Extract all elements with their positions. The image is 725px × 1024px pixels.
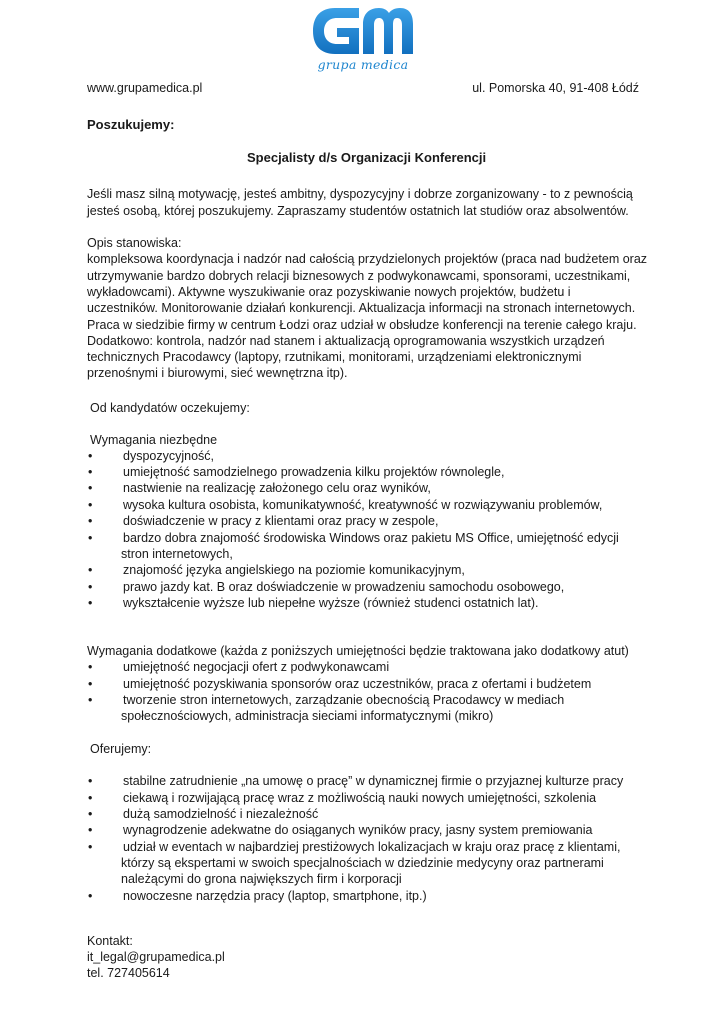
additional-item-continued: społecznościowych, administracja sieciami informatycznymi (mikro) bbox=[121, 709, 494, 723]
description-label: Opis stanowiska: bbox=[87, 236, 182, 250]
bullet-icon: • bbox=[88, 693, 93, 707]
required-item: umiejętność samodzielnego prowadzenia kilku projektów równolegle, bbox=[123, 465, 505, 479]
bullet-icon: • bbox=[88, 596, 93, 610]
bullet-icon: • bbox=[88, 660, 93, 674]
offer-item-continued: należącymi do grona największych firm i korporacji bbox=[121, 872, 402, 886]
bullet-icon: • bbox=[88, 889, 93, 903]
bullet-icon: • bbox=[88, 481, 93, 495]
bullet-icon: • bbox=[88, 498, 93, 512]
expectations-label: Od kandydatów oczekujemy: bbox=[90, 401, 250, 415]
required-item: nastwienie na realizację założonego celu oraz wyników, bbox=[123, 481, 431, 495]
bullet-icon: • bbox=[88, 563, 93, 577]
intro-line: Jeśli masz silną motywację, jesteś ambitny, dyspozycyjny i dobrze zorganizowany - to z pewnością bbox=[87, 187, 633, 201]
description-line: wykładowcami). Aktywne wyszukiwanie oraz pozyskiwanie nowych projektów, budżetu i bbox=[87, 285, 571, 299]
description-line: technicznych Pracodawcy (laptopy, rzutnikami, monitorami, urządzeniami elektronicznymi bbox=[87, 350, 582, 364]
description-line: Praca w siedzibie firmy w centrum Łodzi oraz udział w obsłudze konferencji na terenie całego kraju. bbox=[87, 318, 637, 332]
description-line: utrzymywanie bardzo dobrych relacji biznesowych z podwykonawcami, sponsorami, uczestnikami, bbox=[87, 269, 631, 283]
offer-item: wynagrodzenie adekwatne do osiąganych wyników pracy, jasny system premiowania bbox=[123, 823, 593, 837]
page-heading: Poszukujemy: bbox=[87, 117, 175, 132]
bullet-icon: • bbox=[88, 791, 93, 805]
required-item: prawo jazdy kat. B oraz doświadczenie w prowadzeniu samochodu osobowego, bbox=[123, 580, 565, 594]
offer-item: udział w eventach w najbardziej prestiżowych lokalizacjach w kraju oraz pracę z klientami, bbox=[123, 840, 621, 854]
bullet-icon: • bbox=[88, 677, 93, 691]
bullet-icon: • bbox=[88, 531, 93, 545]
required-item: doświadczenie w pracy z klientami oraz pracy w zespole, bbox=[123, 514, 439, 528]
bullet-icon: • bbox=[88, 449, 93, 463]
required-item: bardzo dobra znajomość środowiska Windows oraz pakietu MS Office, umiejętność edycji bbox=[123, 531, 619, 545]
offer-item: stabilne zatrudnienie „na umowę o pracę” w dynamicznej firmie o przyjaznej kulturze pracy bbox=[123, 774, 624, 788]
offer-item: ciekawą i rozwijającą pracę wraz z możliwością nauki nowych umiejętności, szkolenia bbox=[123, 791, 597, 805]
contact-phone: tel. 727405614 bbox=[87, 966, 170, 980]
bullet-icon: • bbox=[88, 774, 93, 788]
bullet-icon: • bbox=[88, 840, 93, 854]
bullet-icon: • bbox=[88, 807, 93, 821]
required-label: Wymagania niezbędne bbox=[90, 433, 218, 447]
additional-label: Wymagania dodatkowe (każda z poniższych umiejętności będzie traktowana jako dodatkowy atut) bbox=[87, 644, 629, 658]
required-item-continued: stron internetowych, bbox=[121, 547, 233, 561]
job-title: Specjalisty d/s Organizacji Konferencji bbox=[247, 150, 487, 165]
required-item: wykształcenie wyższe lub niepełne wyższe (również studenci ostatnich lat). bbox=[123, 596, 539, 610]
required-item: wysoka kultura osobista, komunikatywność, kreatywność w rozwiązywaniu problemów, bbox=[123, 498, 603, 512]
logo-text: grupa medica bbox=[317, 57, 409, 72]
additional-item: umiejętność pozyskiwania sponsorów oraz uczestników, praca z ofertami i budżetem bbox=[123, 677, 592, 691]
additional-item: tworzenie stron internetowych, zarządzanie obecnością Pracodawcy w mediach bbox=[123, 693, 565, 707]
offer-item: dużą samodzielność i niezależność bbox=[123, 807, 319, 821]
company-address: ul. Pomorska 40, 91-408 Łódź bbox=[472, 81, 639, 95]
description-line: przenośnymi i biurowymi, sieć wewnętrzna itp). bbox=[87, 366, 348, 380]
intro-line: jesteś osobą, której poszukujemy. Zapraszamy studentów ostatnich lat studiów oraz absolwentów. bbox=[87, 204, 629, 218]
bullet-icon: • bbox=[88, 465, 93, 479]
bullet-icon: • bbox=[88, 580, 93, 594]
description-line: Dodatkowo: kontrola, nadzór nad stanem i aktualizacją oprogramowania wszystkich urządzeń bbox=[87, 334, 605, 348]
grupa-medica-logo bbox=[309, 4, 417, 80]
additional-item: umiejętność negocjacji ofert z podwykonawcami bbox=[123, 660, 390, 674]
description-line: kompleksowa koordynacja i nadzór nad całością przydzielonych projektów (praca nad budżetem oraz bbox=[87, 252, 648, 266]
offer-label: Oferujemy: bbox=[90, 742, 152, 756]
offer-item-continued: którzy są ekspertami w swoich specjalnościach w dziedzinie medycyny oraz partnerami bbox=[121, 856, 604, 870]
required-item: znajomość języka angielskiego na poziomie komunikacyjnym, bbox=[123, 563, 465, 577]
contact-label: Kontakt: bbox=[87, 934, 133, 948]
description-line: uczestników. Monitorowanie działań konkurencji. Aktualizacja informacji na stronach internetowych. bbox=[87, 301, 636, 315]
bullet-icon: • bbox=[88, 514, 93, 528]
website-link[interactable]: www.grupamedica.pl bbox=[87, 81, 203, 95]
offer-item: nowoczesne narzędzia pracy (laptop, smartphone, itp.) bbox=[123, 889, 427, 903]
required-item: dyspozycyjność, bbox=[123, 449, 215, 463]
bullet-icon: • bbox=[88, 823, 93, 837]
gm-logo-icon bbox=[309, 4, 417, 64]
contact-email[interactable]: it_legal@grupamedica.pl bbox=[87, 950, 225, 964]
